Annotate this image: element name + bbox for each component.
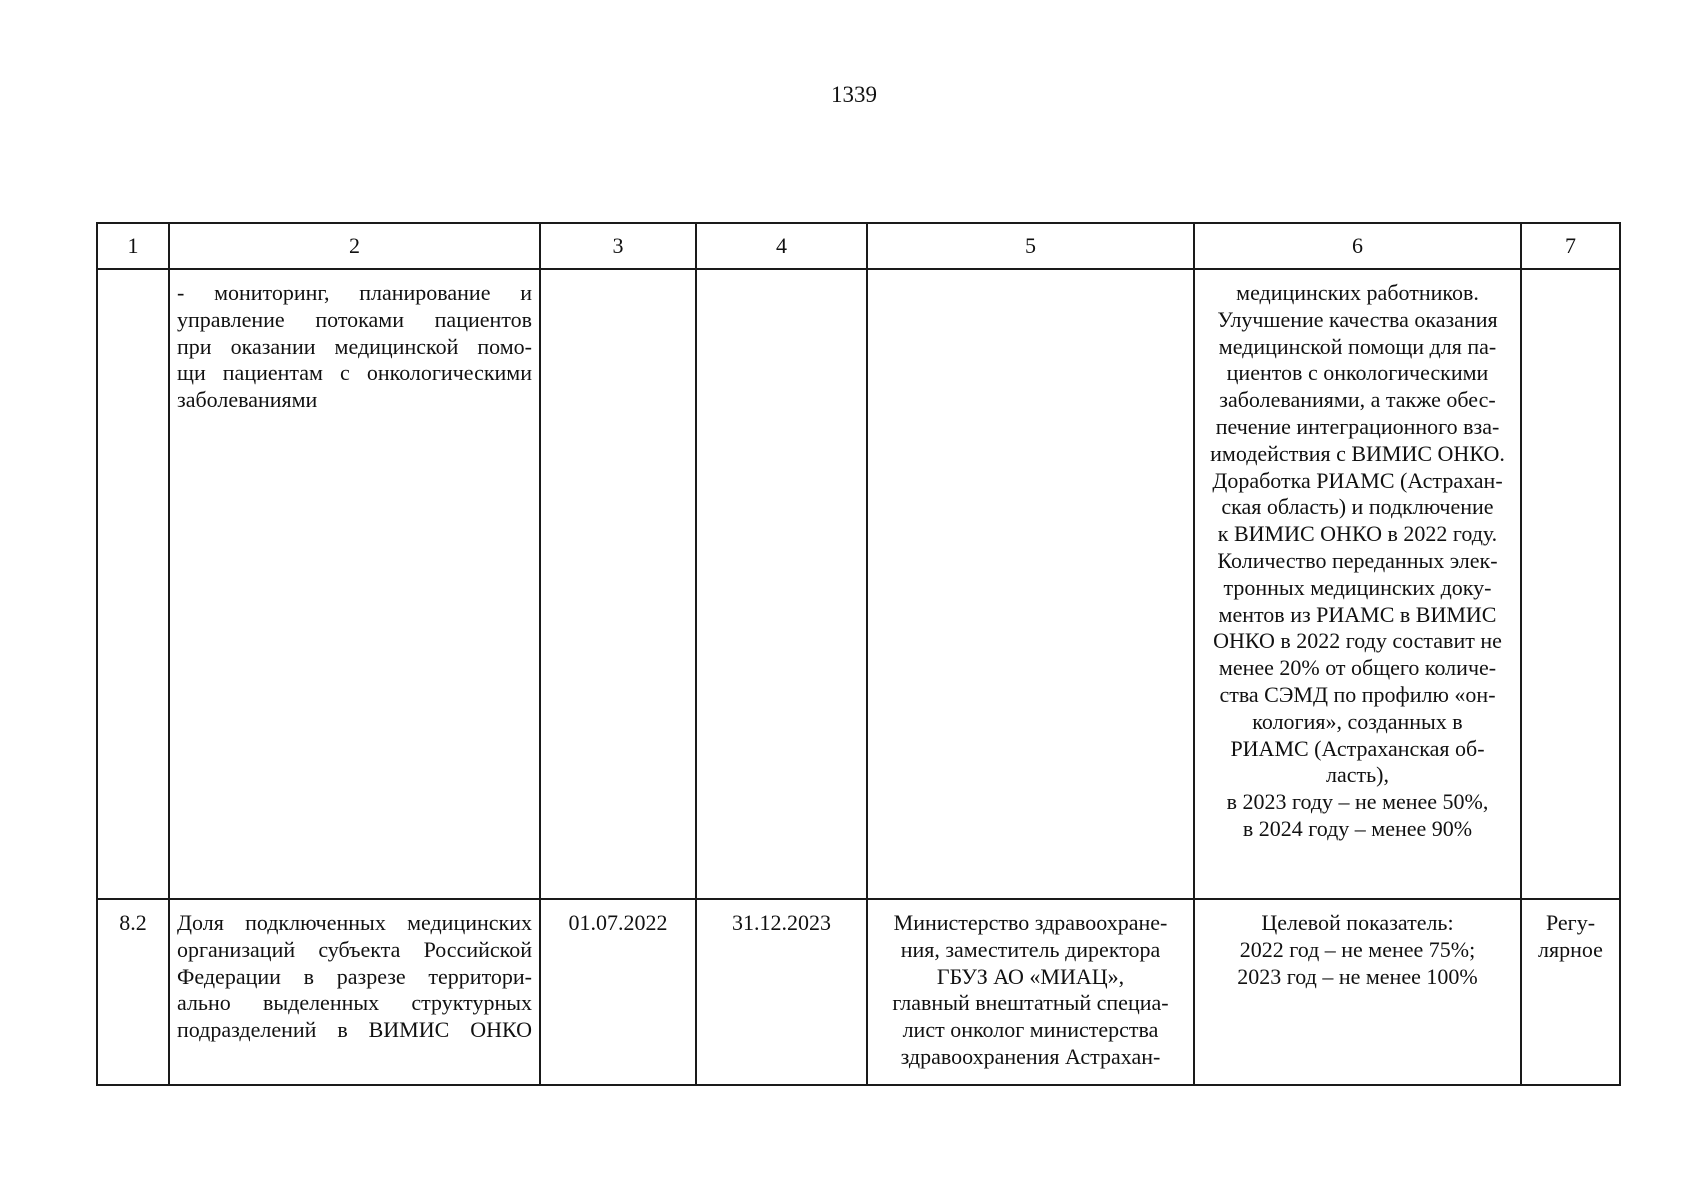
text-line: Федерации в разрезе территори- bbox=[177, 963, 532, 989]
text-line: ментов из РИАМС в ВИМИС bbox=[1218, 601, 1497, 627]
text-line: Министерство здравоохране- bbox=[893, 910, 1168, 935]
text-line: ства СЭМД по профилю «он- bbox=[1219, 681, 1496, 707]
text-line: управление потоками пациентов bbox=[177, 306, 532, 332]
text-line: организаций субъекта Российской bbox=[177, 936, 532, 962]
text-line: - мониторинг, планирование и bbox=[177, 280, 532, 305]
text-line: ально выделенных структурных bbox=[177, 990, 532, 1016]
text-line: кология», созданных в bbox=[1252, 708, 1463, 734]
row2-start-date-cell: 01.07.2022 bbox=[540, 899, 696, 1085]
text-line: имодействия с ВИМИС ОНКО. bbox=[1210, 440, 1505, 466]
header-cell-4: 4 bbox=[696, 223, 867, 269]
text-line: циентов с онкологическими bbox=[1226, 360, 1489, 386]
row1-end-date-cell bbox=[696, 269, 867, 899]
text-line: заболеваниями bbox=[177, 387, 318, 413]
text-line: при оказании медицинской помо- bbox=[177, 333, 532, 359]
row1-result-cell bbox=[1194, 269, 1521, 899]
text-line: ская область) и подключение bbox=[1221, 494, 1494, 520]
header-cell-2: 2 bbox=[169, 223, 540, 269]
header-row bbox=[97, 223, 1620, 269]
row1-number-cell bbox=[97, 269, 169, 899]
text-line: Доработка РИАМС (Астрахан- bbox=[1212, 467, 1503, 493]
table-row bbox=[97, 899, 1620, 1085]
text-line: менее 20% от общего количе- bbox=[1218, 655, 1497, 681]
header-cell-1: 1 bbox=[97, 223, 169, 269]
header-cell-3: 3 bbox=[540, 223, 696, 269]
page-number: 1339 bbox=[831, 82, 877, 107]
text-line: в 2024 году – менее 90% bbox=[1242, 815, 1473, 841]
text-line: здравоохранения Астрахан- bbox=[900, 1043, 1161, 1069]
text-line: Доля подключенных медицинских bbox=[177, 910, 532, 935]
header-cell-5: 5 bbox=[867, 223, 1194, 269]
row2-status-cell bbox=[1521, 899, 1620, 1085]
row2-description-cell bbox=[169, 899, 540, 1085]
table-row bbox=[97, 269, 1620, 899]
text-line: 2022 год – не менее 75%; bbox=[1239, 936, 1476, 962]
text-line: Целевой показатель: bbox=[1261, 910, 1454, 935]
plan-table bbox=[96, 222, 1621, 1086]
row2-end-date-cell: 31.12.2023 bbox=[696, 899, 867, 1085]
text-line: Регу- bbox=[1545, 910, 1596, 935]
text-line: щи пациентам с онкологическими bbox=[177, 360, 532, 386]
text-line: Количество переданных элек- bbox=[1217, 547, 1498, 573]
text-line: медицинских работников. bbox=[1236, 280, 1479, 305]
text-line: ГБУЗ АО «МИАЦ», bbox=[936, 963, 1125, 989]
row1-status-cell bbox=[1521, 269, 1620, 899]
text-line: тронных медицинских доку- bbox=[1223, 574, 1492, 600]
row2-number-cell: 8.2 bbox=[97, 899, 169, 1085]
row1-start-date-cell bbox=[540, 269, 696, 899]
text-line: медицинской помощи для па- bbox=[1218, 333, 1497, 359]
header-cell-6: 6 bbox=[1194, 223, 1521, 269]
text-line: 2023 год – не менее 100% bbox=[1237, 963, 1478, 989]
row1-responsible-cell bbox=[867, 269, 1194, 899]
text-line: лярное bbox=[1538, 936, 1603, 962]
text-line: ласть), bbox=[1326, 762, 1389, 788]
text-line: Улучшение качества оказания bbox=[1217, 306, 1498, 332]
text-line: в 2023 году – не менее 50%, bbox=[1226, 789, 1489, 815]
text-line: заболеваниями, а также обес- bbox=[1219, 387, 1496, 413]
text-line: ния, заместитель директора bbox=[900, 936, 1161, 962]
row1-description-cell bbox=[169, 269, 540, 899]
text-line: ОНКО в 2022 году составит не bbox=[1213, 628, 1502, 654]
text-line: лист онколог министерства bbox=[902, 1017, 1159, 1043]
text-line: подразделений в ВИМИС ОНКО bbox=[177, 1017, 532, 1043]
text-line: главный внештатный специа- bbox=[892, 990, 1169, 1016]
text-line: печение интеграционного вза- bbox=[1215, 413, 1500, 439]
header-cell-7: 7 bbox=[1521, 223, 1620, 269]
text-line: к ВИМИС ОНКО в 2022 году. bbox=[1217, 521, 1498, 547]
row2-result-cell bbox=[1194, 899, 1521, 1085]
text-line: РИАМС (Астраханская об- bbox=[1230, 735, 1485, 761]
row2-responsible-cell bbox=[867, 899, 1194, 1085]
